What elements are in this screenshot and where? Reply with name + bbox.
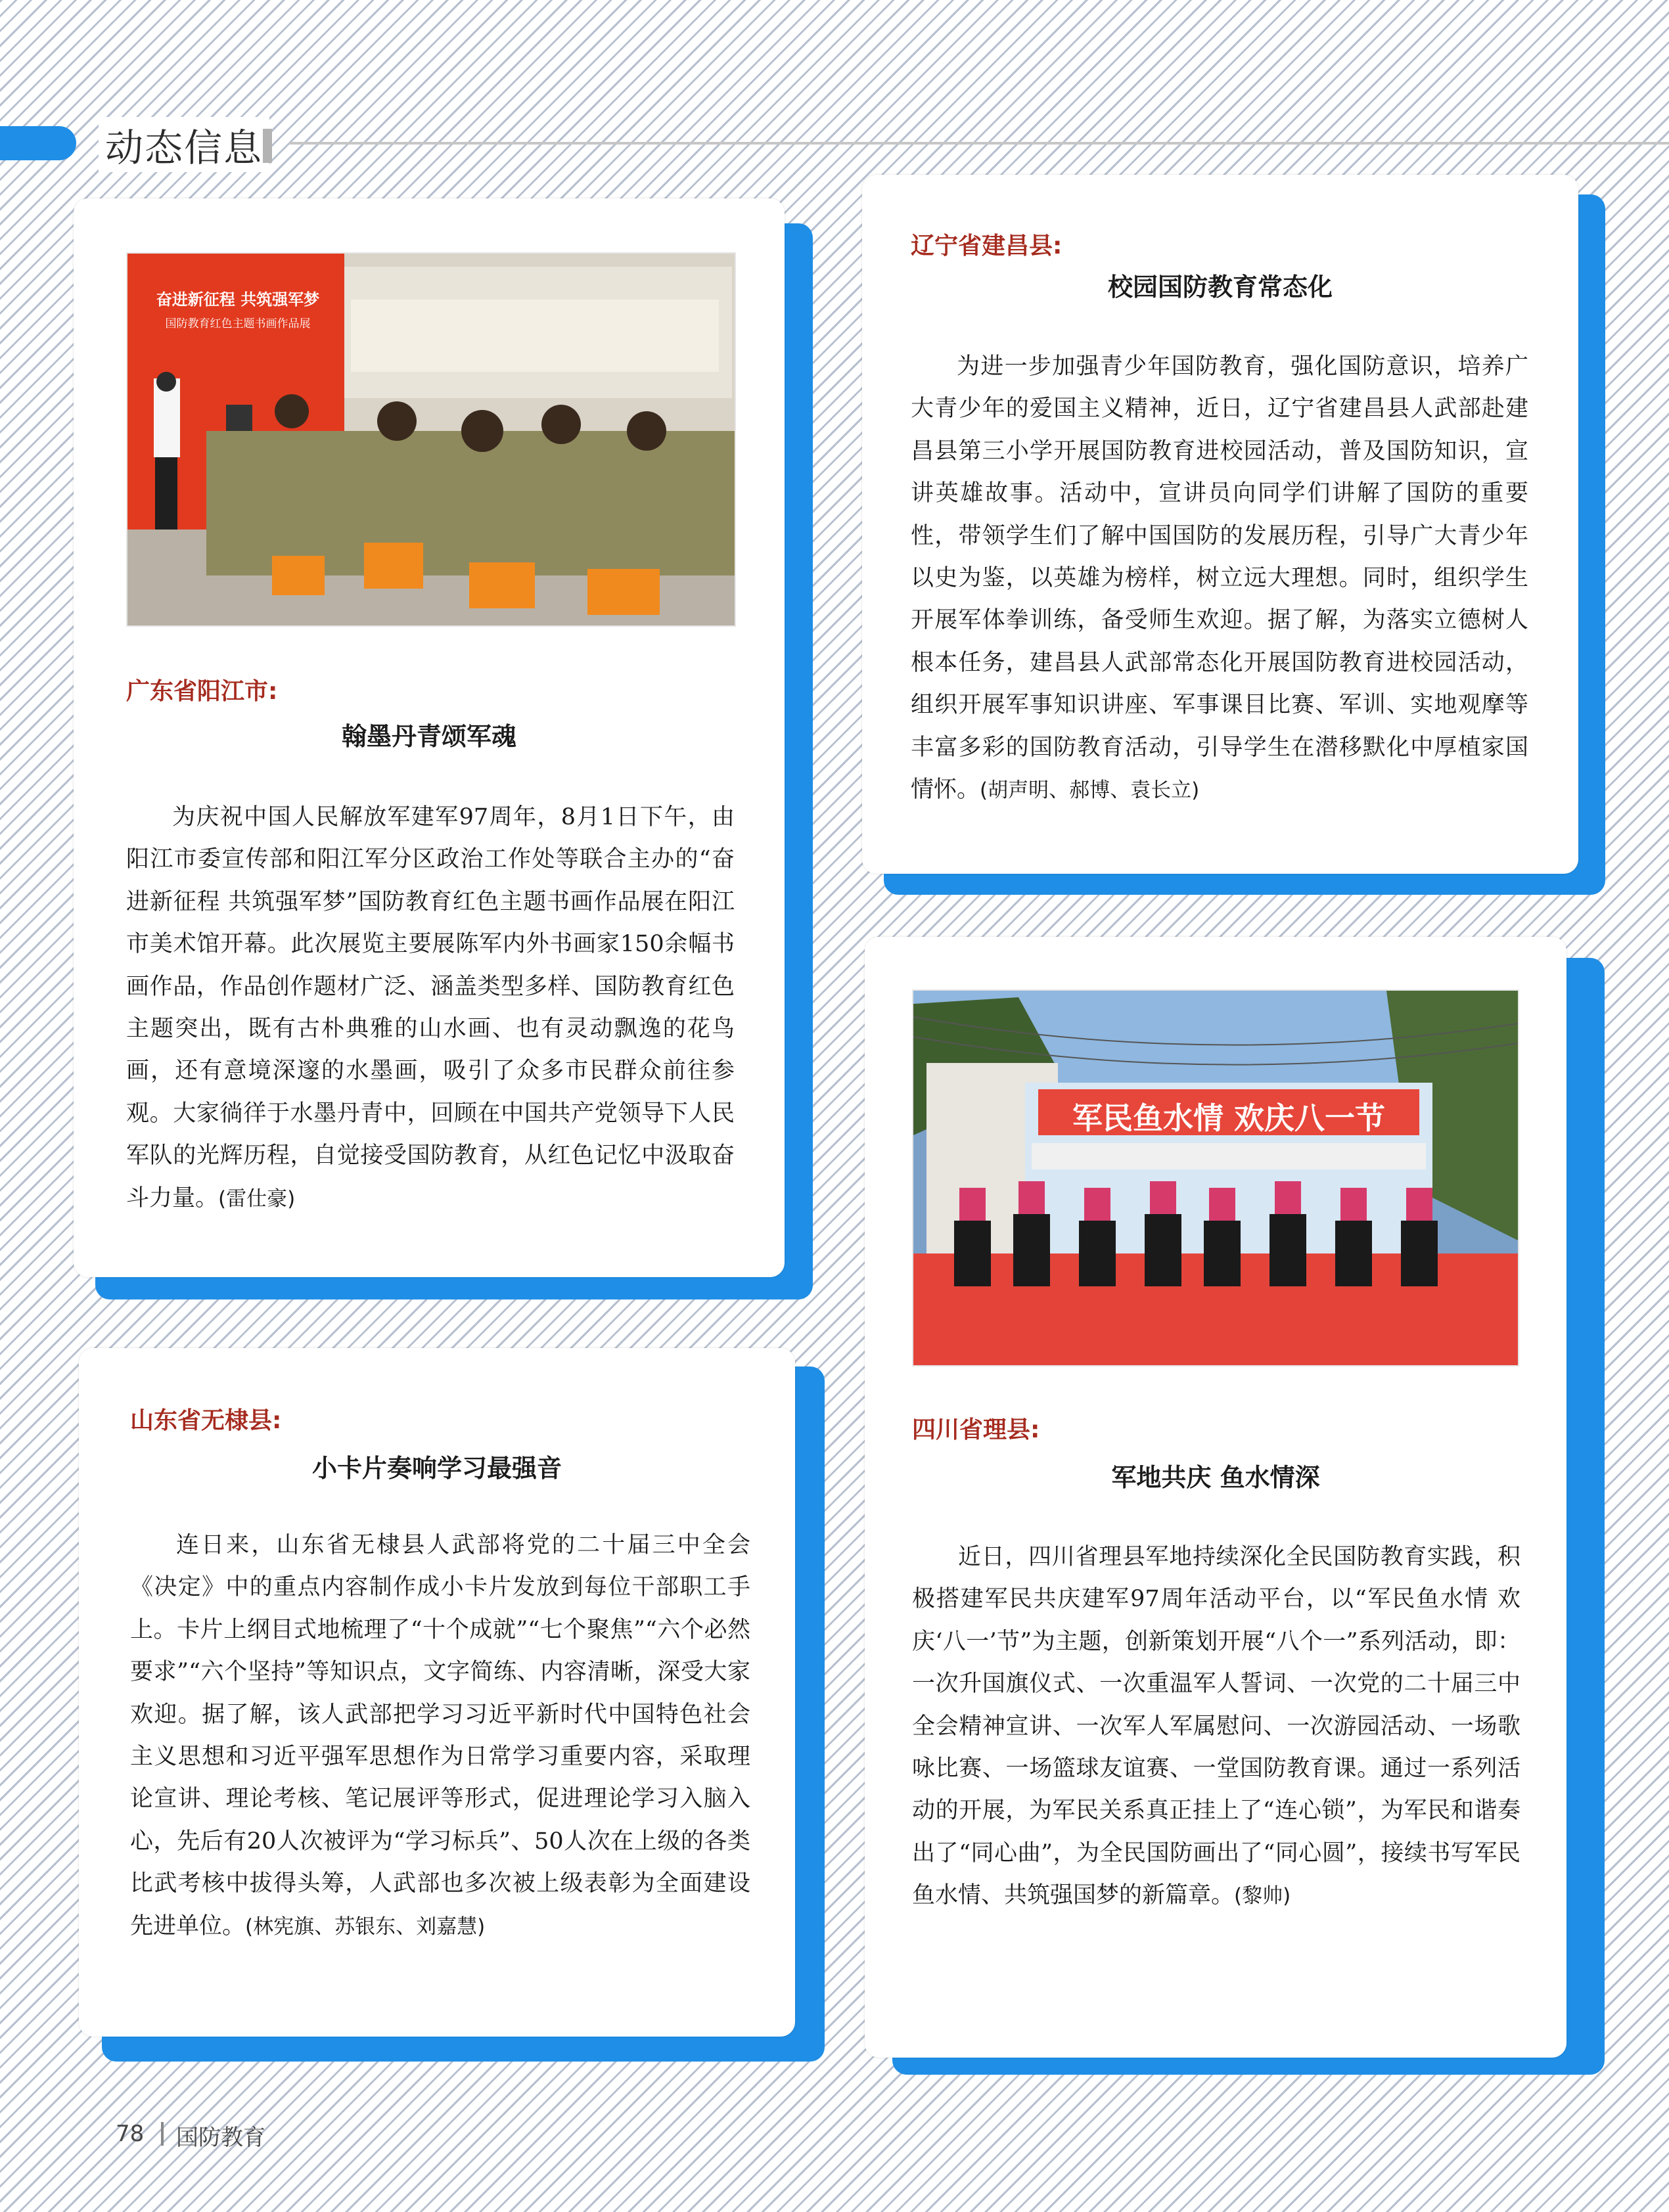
article-body-text: 近日，四川省理县军地持续深化全民国防教育实践，积极搭建军民共庆建军97周年活动平台，以“军民鱼水情 欢庆‘八一’节”为主题，创新策划开展“八个一”系列活动，即：一次升国旗仪式、一次重温军人誓词、一次党的二十届三中全会精神宣讲、一次军人军属慰问、一次游园活动、一场歌咏比赛、一场篮球友谊赛、一堂国防教育课。通过一系列活动的开展，为军民关系真正挂上了“连心锁”，为军民和谐奏出了“同心曲”，为全民国防画出了“同心圆”，接续书写军民鱼水情、共筑强国梦的新篇章。 [912, 1544, 1520, 1909]
article-location: 广东省阳江市: [126, 678, 278, 705]
exhibition-banner-line2: 国防教育红色主题书画作品展 [165, 317, 311, 330]
magazine-name: 国防教育 [176, 2125, 265, 2151]
article-headline: 翰墨丹青颂军魂 [341, 722, 516, 751]
article-author: (雷仕豪) [218, 1186, 296, 1211]
article-card-shandong [79, 1348, 795, 2037]
article-body-text: 为进一步加强青少年国防教育，强化国防意识，培养广大青少年的爱国主义精神，近日，辽宁省建昌县人武部赴建昌县第三小学开展国防教育进校园活动，普及国防知识，宣讲英雄故事。活动中，宣讲员向同学们讲解了国防的重要性，带领学生们了解中国国防的发展历程，引导广大青少年以史为鉴，以英雄为榜样，树立远大理想。同时，组织学生开展军体拳训练，备受师生欢迎。据了解，为落实立德树人根本任务，建昌县人武部常态化开展国防教育进校园活动，组织开展军事知识讲座、军事课目比赛、军训、实地观摩等丰富多彩的国防教育活动，引导学生在潜移默化中厚植家国情怀。 [911, 353, 1528, 803]
article-headline: 军地共庆 鱼水情深 [1111, 1463, 1320, 1492]
article-body [911, 346, 1528, 811]
article-author: (林宪旗、苏银东、刘嘉慧) [245, 1914, 486, 1939]
article-location: 四川省理县: [912, 1416, 1040, 1443]
article-location: 山东省无棣县: [130, 1407, 282, 1434]
section-tab-bar [0, 126, 76, 160]
article-headline: 小卡片奏响学习最强音 [311, 1454, 562, 1483]
exhibition-banner-line1: 奋进新征程 共筑强军梦 [156, 290, 320, 309]
exhibition-photo [126, 252, 736, 627]
article-body [912, 1536, 1520, 1918]
page-number: 78 [116, 2121, 145, 2147]
article-author: (黎帅) [1234, 1884, 1291, 1908]
article-body [130, 1524, 750, 1948]
article-card-liaoning [862, 175, 1578, 874]
title-rule [289, 142, 1669, 145]
article-body [126, 796, 735, 1220]
section-title: 动态信息 [99, 117, 269, 172]
celebration-photo-illustration [913, 991, 1518, 1365]
article-body-text: 连日来，山东省无棣县人武部将党的二十届三中全会《决定》中的重点内容制作成小卡片发放到每位干部职工手上。卡片上纲目式地梳理了“十个成就”“七个聚焦”“六个必然要求”“六个坚持”等知识点，文字简练、内容清晰，深受大家欢迎。据了解，该人武部把学习习近平新时代中国特色社会主义思想和习近平强军思想作为日常学习重要内容，采取理论宣讲、理论考核、笔记展评等形式，促进理论学习入脑入心，先后有20人次被评为“学习标兵”、50人次在上级的各类比武考核中拔得头筹，人武部也多次被上级表彰为全面建设先进单位。 [130, 1532, 750, 1939]
article-author: (胡声明、郝博、袁长立) [980, 779, 1200, 803]
article-headline: 校园国防教育常态化 [1107, 273, 1333, 302]
footer-separator [161, 2122, 164, 2146]
article-card-guangdong [74, 198, 785, 1277]
celebration-photo [912, 989, 1519, 1366]
article-body-text: 为庆祝中国人民解放军建军97周年，8月1日下午，由阳江市委宣传部和阳江军分区政治工作处等联合主办的“奋进新征程 共筑强军梦”国防教育红色主题书画作品展在阳江市美术馆开幕。此次展览主要展陈军内外书画家150余幅书画作品，作品创作题材广泛、涵盖类型多样、国防教育红色主题突出，既有古朴典雅的山水画、也有灵动飘逸的花鸟画，还有意境深邃的水墨画，吸引了众多市民群众前往参观。大家徜徉于水墨丹青中，回顾在中国共产党领导下人民军队的光辉历程，自觉接受国防教育，从红色记忆中汲取奋斗力量。 [126, 804, 735, 1211]
article-card-sichuan [865, 937, 1566, 2058]
article-location: 辽宁省建昌县: [911, 233, 1063, 260]
title-divider-mark [263, 129, 272, 163]
celebration-banner-text: 军民鱼水情 欢庆八一节 [1072, 1100, 1385, 1136]
